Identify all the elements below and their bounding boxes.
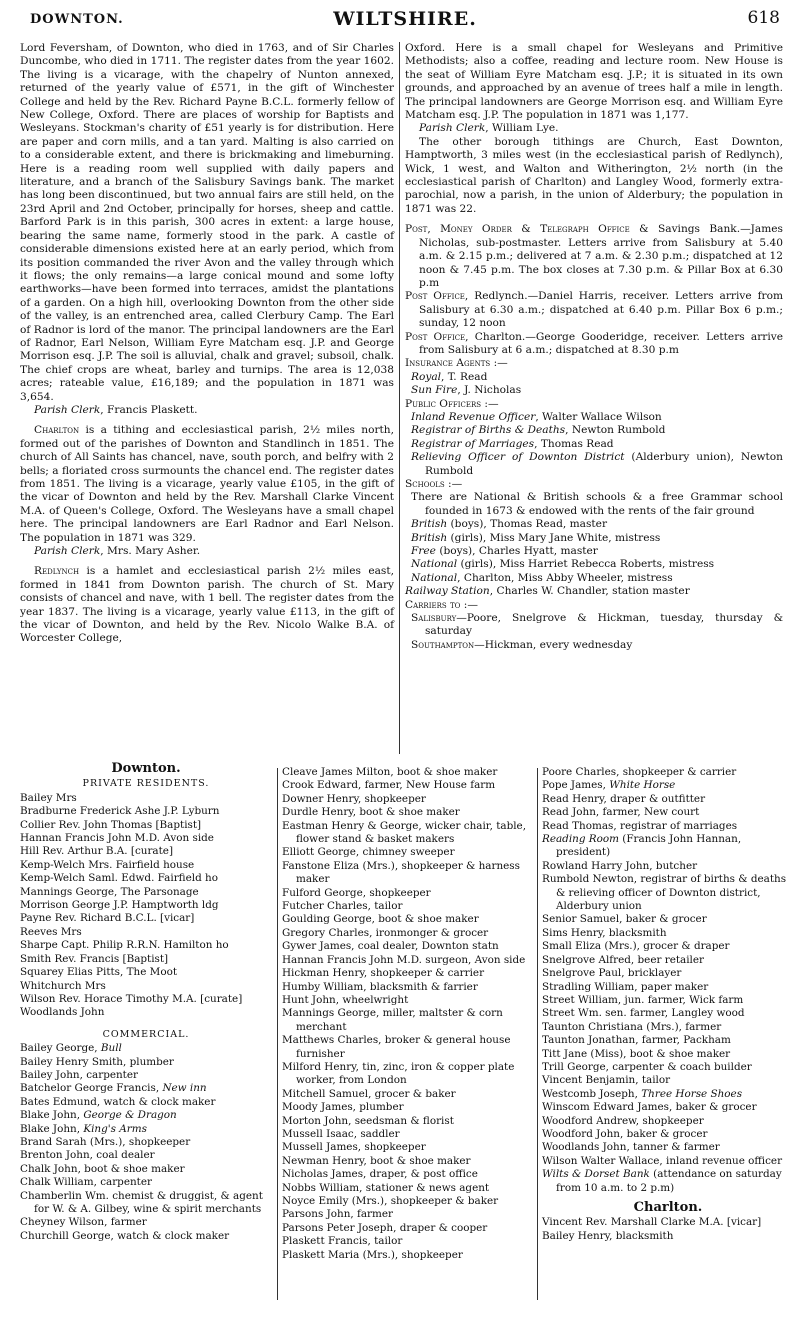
commercial-entry [542, 873, 794, 913]
commercial-entry [20, 1136, 272, 1149]
commercial-entry [542, 1128, 794, 1141]
town-heading-downton: Downton. [111, 761, 181, 776]
parish-paragraph [20, 424, 394, 545]
commercial-entry [20, 1082, 272, 1095]
borough-tithings: The other borough tithings are Church, East Downton, Hamptworth, 3 miles west (in the ecclesiastical parish of Redlynch), Wick, 1 west, and Walton and Witherington, 2½ north (in the ecclesiastical parish of Charlton) and Langley Wood, formerly extra-parochial, now a parish, in the union of Alderbury; the population in 1871 was 22. [405, 135, 783, 215]
entry-name: Sims Henry, blacksmith [542, 926, 667, 939]
entry-sign: New inn [162, 1082, 207, 1095]
commercial-entry [282, 913, 534, 926]
entry-name: Bates Edmund, watch & clock maker [20, 1095, 216, 1108]
post-office-text: Savings Bank.—James Nicholas, sub-postmaster. Letters arrive from Salisbury at 5.40 a.m. & 2.15 p.m.; delivered at 7 a.m. & 2.30 p.m.; dispatched at 12 noon & 7.45 p.m. The box closes at 7.30 p.m. & Pillar Box at 6.30 p.m [419, 223, 783, 289]
insurance-title: Royal [411, 370, 442, 383]
entry-name: Blake John, [20, 1122, 84, 1135]
entry-name: Morton John, seedsman & florist [282, 1114, 454, 1127]
entry-name: Durdle Henry, boot & shoe maker [282, 806, 460, 819]
entry-name: Plaskett Francis, tailor [282, 1235, 403, 1248]
commercial-entry [282, 1101, 534, 1114]
schools-entry [405, 532, 783, 545]
commercial-entry [542, 793, 794, 806]
entry-sign: Wilts & Dorset Bank [542, 1168, 650, 1181]
entry-name: Westcomb Joseph, [542, 1087, 642, 1100]
parish-name: Redlynch [34, 565, 80, 578]
post-office-head: Post Office, [405, 290, 469, 303]
commercial-entry [282, 1034, 534, 1061]
insurance-list [405, 371, 783, 398]
post-offices [405, 223, 783, 357]
commercial-entry [542, 1048, 794, 1061]
commercial-entry [542, 1074, 794, 1087]
commercial-entry [20, 1109, 272, 1122]
entry-name: Taunton Christiana (Mrs.), farmer [542, 1020, 722, 1033]
carrier-detail: —Poore, Snelgrove & Hickman, tuesday, thursday & saturday [425, 612, 783, 638]
commercial-entry [20, 1069, 272, 1082]
charlton-resident: Bailey Henry, blacksmith [542, 1229, 674, 1242]
entry-name: Woodlands John, tanner & farmer [542, 1141, 720, 1154]
commercial-entry [282, 793, 534, 806]
entry-name: Stradling William, paper maker [542, 980, 709, 993]
entry-name: Batchelor George Francis, [20, 1082, 163, 1095]
parish-paragraph [20, 565, 394, 645]
private-resident: Kemp-Welch Saml. Edwd. Fairfield ho [20, 872, 218, 885]
commercial-entry [282, 1195, 534, 1208]
entry-name: Nicholas James, draper, & post office [282, 1168, 478, 1181]
entry-sign: George & Dragon [83, 1109, 177, 1122]
commercial-entry [542, 833, 794, 860]
commercial-entry [542, 1061, 794, 1074]
upper-right-column [405, 42, 783, 652]
charlton-resident: Vincent Rev. Marshall Clarke M.A. [vicar] [542, 1216, 762, 1229]
entry-name: Snelgrove Alfred, beer retailer [542, 953, 704, 966]
entry-name: Chamberlin Wm. chemist & druggist, & agent for W. & A. Gilbey, wine & spirit merchants [20, 1189, 263, 1215]
county-title: WILTSHIRE. [333, 8, 477, 30]
clerk-role: Parish Clerk [34, 403, 101, 416]
commercial-entry [282, 779, 534, 792]
commercial-entry [282, 1007, 534, 1034]
post-office-head: Post Office, [405, 330, 469, 343]
schools-entry [405, 518, 783, 531]
schools-detail: (boys), Charles Hyatt, master [435, 545, 598, 558]
officers-entry [405, 451, 783, 478]
private-resident: Woodlands John [20, 1006, 105, 1019]
post-office-entry [405, 290, 783, 330]
commercial-entry [282, 1208, 534, 1221]
entry-name: Taunton Jonathan, farmer, Packham [542, 1034, 731, 1047]
commercial-entry [542, 766, 794, 779]
officers-list [405, 411, 783, 478]
officers-title: Relieving Officer of Downton District [411, 451, 625, 464]
entry-name: Plaskett Maria (Mrs.), shopkeeper [282, 1248, 463, 1261]
town-heading-charlton: Charlton. [633, 1200, 703, 1215]
commercial-entry [282, 1141, 534, 1154]
entry-sign: White Horse [609, 779, 676, 792]
commercial-entry [282, 1222, 534, 1235]
insurance-detail: , J. Nicholas [457, 384, 522, 397]
carrier-place: Salisbury [411, 612, 457, 625]
entry-name: Brenton John, coal dealer [20, 1149, 155, 1162]
insurance-title: Sun Fire [411, 384, 458, 397]
commercial-entry [542, 1034, 794, 1047]
schools-heading: Schools :— [405, 478, 463, 490]
schools-title: British [411, 518, 448, 531]
entry-name: Titt Jane (Miss), boot & shoe maker [542, 1047, 731, 1060]
commercial-entry [542, 913, 794, 926]
insurance-detail: , T. Read [441, 370, 488, 383]
officers-detail: , Walter Wallace Wilson [535, 410, 662, 423]
schools-entry [405, 545, 783, 558]
directory-divider-2 [537, 768, 538, 1300]
entry-name: Brand Sarah (Mrs.), shopkeeper [20, 1135, 191, 1148]
private-resident: Hannan Francis John M.D. Avon side [20, 832, 214, 845]
entry-name: Pope James, [542, 779, 610, 792]
commercial-entry [542, 779, 794, 792]
schools-list [405, 518, 783, 585]
carriers-heading: Carriers to :— [405, 598, 478, 611]
post-office-entry [405, 331, 783, 358]
entry-name: Milford Henry, tin, zinc, iron & copper plate worker, from London [282, 1060, 515, 1087]
commercial-entry [20, 1056, 272, 1069]
commercial-entry [542, 1021, 794, 1034]
private-resident: Kemp-Welch Mrs. Fairfield house [20, 858, 195, 871]
commercial-entry [282, 994, 534, 1007]
parish-text: is a tithing and ecclesiastical parish, 2½ miles north, formed out of the parishes of Downton and Standlinch in 1851. The church of All Saints has chancel, nave, south porch, and belfry with 2 bells; a floriated cross surmounts the chancel end. The register dates from 1851. The living is a vicarage, yearly value £105, in the gift of the vicar of Downton and held by the Rev. Marshall Clarke Vincent M.A. of Queen's College, Oxford. The Wesleyans have a small chapel here. The principal landowners are Earl Radnor and Earl Nelson. The population in 1871 was 329. [20, 424, 394, 544]
officers-title: Registrar of Births & Deaths [411, 424, 566, 437]
schools-entry [405, 558, 783, 571]
entry-name: Blake John, [20, 1109, 84, 1122]
entry-name: Woodford Andrew, shopkeeper [542, 1114, 704, 1127]
entry-name: Rumbold Newton, registrar of births & deaths & relieving officer of Downton district, Alderbury union [542, 873, 787, 913]
commercial-entry [20, 1096, 272, 1109]
entry-name: Cleave James Milton, boot & shoe maker [282, 766, 498, 778]
commercial-entry [20, 1149, 272, 1162]
private-resident: Bailey Mrs [20, 791, 77, 804]
private-resident: Mannings George, The Parsonage [20, 885, 199, 898]
commercial-entry [542, 967, 794, 980]
schools-detail: (girls), Miss Harriet Rebecca Roberts, mistress [457, 558, 715, 571]
commercial-entry [282, 1182, 534, 1195]
officers-entry [405, 411, 783, 424]
entry-sign: Bull [100, 1042, 122, 1055]
commercial-entry [542, 927, 794, 940]
private-resident: Squarey Elias Pitts, The Moot [20, 966, 178, 979]
entry-name: Gregory Charles, ironmonger & grocer [282, 926, 489, 939]
schools-title: National [411, 571, 458, 584]
entry-name: Read John, farmer, New court [542, 806, 700, 819]
private-resident: Smith Rev. Francis [Baptist] [20, 952, 169, 965]
private-resident: Collier Rev. John Thomas [Baptist] [20, 818, 202, 831]
commercial-entry [282, 954, 534, 967]
entry-sign: Three Horse Shoes [641, 1087, 743, 1100]
carriers-list [405, 612, 783, 652]
commercial-entry [542, 1168, 794, 1195]
entry-name: Mussell James, shopkeeper [282, 1141, 426, 1154]
officers-title: Registrar of Marriages [411, 437, 535, 450]
commercial-entry [282, 766, 534, 779]
entry-name: Moody James, plumber [282, 1101, 404, 1114]
schools-detail: , Charlton, Miss Abby Wheeler, mistress [457, 571, 673, 584]
entry-name: Small Eliza (Mrs.), grocer & draper [542, 940, 730, 953]
commercial-entry [282, 1249, 534, 1262]
entry-name: Wilson Walter Wallace, inland revenue officer [542, 1154, 783, 1167]
private-resident: Morrison George J.P. Hamptworth ldg [20, 899, 219, 912]
commercial-entry [542, 1101, 794, 1114]
commercial-entry [282, 1115, 534, 1128]
entry-name: Poore Charles, shopkeeper & carrier [542, 766, 737, 778]
officers-entry [405, 424, 783, 437]
entry-name: Snelgrove Paul, bricklayer [542, 967, 682, 980]
parish-clerk-redlynch: Parish Clerk, William Lye. [419, 122, 559, 135]
commercial-entry [282, 981, 534, 994]
entry-name: Nobbs William, stationer & news agent [282, 1181, 490, 1194]
officers-title: Inland Revenue Officer [411, 410, 536, 423]
commercial-entry [282, 846, 534, 859]
commercial-entry [20, 1230, 272, 1243]
commercial-entry [282, 1168, 534, 1181]
post-office-text: Redlynch.—Daniel Harris, receiver. Letters arrive from Salisbury at 6.30 a.m.; dispatched at 6.40 p.m. Pillar Box 6 p.m.; sunday, 12 noon [419, 290, 783, 330]
entry-name: Chalk William, carpenter [20, 1176, 152, 1189]
commercial-entry [20, 1123, 272, 1136]
schools-intro: There are National & British schools & a free Grammar school founded in 1673 & endowed with the rents of the fair ground [411, 491, 783, 517]
entry-name: Read Henry, draper & outfitter [542, 792, 706, 805]
entry-name: Matthews Charles, broker & general house furnisher [282, 1034, 511, 1060]
carrier-entry [405, 639, 783, 652]
schools-detail: (girls), Miss Mary Jane White, mistress [447, 531, 661, 544]
schools-detail: (boys), Thomas Read, master [447, 518, 608, 531]
private-resident: Wilson Rev. Horace Timothy M.A. [curate] [20, 992, 243, 1005]
officers-detail: , Newton Rumbold [565, 424, 666, 437]
entry-name: Noyce Emily (Mrs.), shopkeeper & baker [282, 1195, 499, 1207]
entry-name: Bailey John, carpenter [20, 1068, 138, 1081]
railway-station: Railway Station, Charles W. Chandler, station master [405, 585, 690, 598]
entry-name: Churchill George, watch & clock maker [20, 1229, 230, 1242]
commercial-entry [282, 1128, 534, 1141]
carrier-place: Southampton [411, 638, 475, 651]
private-resident: Payne Rev. Richard B.C.L. [vicar] [20, 912, 195, 925]
entry-name: Parsons Peter Joseph, draper & cooper [282, 1221, 488, 1234]
page-header [30, 6, 780, 34]
commercial-entry [20, 1163, 272, 1176]
entry-name: Read Thomas, registrar of marriages [542, 819, 738, 832]
private-residents-heading: PRIVATE RESIDENTS. [82, 778, 210, 790]
clerk-role: Parish Clerk [34, 545, 101, 558]
entry-name: Hannan Francis John M.D. surgeon, Avon side [282, 953, 526, 966]
entry-sign: Reading Room [542, 833, 619, 846]
entry-name: Vincent Benjamin, tailor [542, 1074, 671, 1087]
entry-name: Street William, jun. farmer, Wick farm [542, 993, 744, 1006]
commercial-entry [282, 940, 534, 953]
directory-column-3 [542, 766, 794, 1243]
private-resident: Reeves Mrs [20, 925, 82, 938]
entry-name: Hunt John, wheelwright [282, 993, 409, 1006]
entry-name: Woodford John, baker & grocer [542, 1127, 708, 1140]
commercial-entry [282, 1061, 534, 1088]
entry-name: Eastman Henry & George, wicker chair, table, flower stand & basket makers [282, 819, 527, 846]
commercial-entry [282, 860, 534, 887]
private-resident: Sharpe Capt. Philip R.R.N. Hamilton ho [20, 939, 229, 952]
parish-clerk [20, 545, 394, 558]
entry-name: Street Wm. sen. farmer, Langley wood [542, 1007, 745, 1020]
entry-name: Parsons John, farmer [282, 1208, 393, 1221]
commercial-entry [542, 820, 794, 833]
entry-name: Downer Henry, shopkeeper [282, 792, 426, 805]
insurance-entry [405, 371, 783, 384]
entry-name: Hickman Henry, shopkeeper & carrier [282, 967, 485, 980]
schools-title: British [411, 531, 448, 544]
entry-name: Trill George, carpenter & coach builder [542, 1060, 752, 1073]
commercial-entry [20, 1216, 272, 1229]
commercial-entry [282, 806, 534, 819]
carrier-detail: —Hickman, every wednesday [474, 638, 633, 651]
entry-detail: (Francis John Hannan, president) [556, 833, 742, 859]
parish-name: Charlton [34, 424, 80, 437]
commercial-entry [20, 1190, 272, 1217]
commercial-entry [282, 1235, 534, 1248]
commercial-entry [542, 954, 794, 967]
parish-clerk [20, 404, 394, 417]
entry-name: Mussell Isaac, saddler [282, 1127, 400, 1140]
post-office-entry [405, 223, 783, 290]
paragraph: Lord Feversham, of Downton, who died in 1763, and of Sir Charles Duncombe, who died in 1711. The register dates from the year 1602. The living is a vicarage, with the chapelry of Nunton annexed, returned of the yearly value of £571, in the gift of Winchester College and held by the Rev. Richard Payne B.C.L. formerly fellow of New College, Oxford. There are places of worship for Baptists and Wesleyans. Stockman's charity of £51 yearly is for distribution. Here are paper and corn mills, and a tan yard. Malting is also carried on to a considerable extent, and there is brickmaking and limeburning. Here is a reading room well supplied with daily papers and literature, and a branch of the Salisbury Savings bank. The market has long been discontinued, but two annual fairs are still held, on the 23rd April and 2nd October, principally for horses, sheep and cattle. Barford Park is in this parish, 300 acres in extent: a large house, bearing the same name, formerly stood in the park. A castle of considerable dimensions existed here at an early period, which from its position commanded the river Avon and the valley through which it flows; the only remains—a large conical mound and some lofty earthworks—have been formed into terraces, amidst the plantations of a garden. On a high hill, overlooking Downton from the other side of the valley, is an entrenched area, called Clerbury Camp. The Earl of Radnor is lord of the manor. The principal landowners are the Earl of Radnor, Earl Nelson, William Eyre Matcham esq. J.P. and George Morrison esq. J.P. The soil is alluvial, chalk and gravel; subsoil, chalk. The chief crops are wheat, barley and turnips. The area is 12,038 acres; rateable value, £16,189; and the population in 1871 was 3,654. [20, 42, 394, 403]
commercial-entry [282, 1155, 534, 1168]
directory-divider-1 [277, 768, 278, 1300]
entry-name: Newman Henry, boot & shoe maker [282, 1154, 471, 1167]
commercial-entry [282, 887, 534, 900]
entry-name: Elliott George, chimney sweeper [282, 846, 455, 859]
carrier-entry [405, 612, 783, 639]
commercial-entry [282, 820, 534, 847]
clerk-name: , Mrs. Mary Asher. [100, 545, 201, 558]
commercial-entry [282, 900, 534, 913]
entry-name: Bailey George, [20, 1042, 101, 1055]
entry-name: Chalk John, boot & shoe maker [20, 1162, 185, 1175]
private-resident: Hill Rev. Arthur B.A. [curate] [20, 845, 174, 858]
entry-detail: (attendance on saturday from 10 a.m. to 2 p.m) [556, 1168, 782, 1194]
entry-name: Fulford George, shopkeeper [282, 886, 431, 899]
entry-name: Mitchell Samuel, grocer & baker [282, 1087, 456, 1100]
commercial-entry [542, 1007, 794, 1020]
directory-column-2 [282, 766, 534, 1262]
officers-detail: , Thomas Read [534, 437, 614, 450]
commercial-entry [542, 994, 794, 1007]
commercial-entry [542, 1088, 794, 1101]
entry-name: Rowland Harry John, butcher [542, 859, 698, 872]
commercial-entry [542, 1141, 794, 1154]
schools-title: National [411, 558, 458, 571]
entry-name: Goulding George, boot & shoe maker [282, 913, 479, 926]
clerk-name: , Francis Plaskett. [100, 403, 198, 416]
commercial-entry [542, 1155, 794, 1168]
parish-text: is a hamlet and ecclesiastical parish 2½ miles east, formed in 1841 from Downton parish. The church of St. Mary consists of chancel and nave, with 1 bell. The register dates from the year 1837. The living is a vicarage, yearly value £113, in the gift of the vicar of Downton, and held by the Rev. Nicolo Walke B.A. of Worcester College, [20, 565, 394, 645]
entry-sign: King's Arms [83, 1122, 147, 1135]
column-divider [399, 42, 400, 754]
commercial-entry [542, 806, 794, 819]
entry-name: Mannings George, miller, maltster & corn merchant [282, 1007, 503, 1033]
redlynch-continued: Oxford. Here is a small chapel for Wesleyans and Primitive Methodists; also a coffee, reading and lecture room. New House is the seat of William Eyre Matcham esq. J.P.; it is situated in its own grounds, and approached by an avenue of trees half a mile in length. The principal landowners are George Morrison esq. and William Eyre Matcham esq. J.P. The population in 1871 was 1,177. [405, 42, 783, 122]
commercial-entry [542, 981, 794, 994]
private-resident: Whitchurch Mrs [20, 979, 106, 992]
private-resident: Bradburne Frederick Ashe J.P. Lyburn [20, 805, 220, 818]
commercial-entry [542, 860, 794, 873]
commercial-entry [282, 967, 534, 980]
officers-heading: Public Officers :— [405, 397, 499, 410]
officers-detail: (Alderbury union), Newton Rumbold [425, 451, 783, 477]
commercial-entry [20, 1176, 272, 1189]
commercial-entry [542, 1115, 794, 1128]
entry-name: Bailey Henry Smith, plumber [20, 1055, 174, 1068]
upper-left-column [20, 42, 394, 646]
entry-name: Senior Samuel, baker & grocer [542, 913, 707, 926]
entry-name: Cheyney Wilson, farmer [20, 1216, 147, 1229]
directory-column-1 [20, 760, 272, 1243]
post-office-text: Charlton.—George Gooderidge, receiver. Letters arrive from Salisbury at 6 a.m.; dispatched at 8.30 p.m [419, 330, 783, 356]
post-office-head: Post, Money Order & Telegraph Office & [405, 223, 649, 236]
commercial-entry [282, 927, 534, 940]
commercial-entry [542, 940, 794, 953]
running-head-left: DOWNTON. [30, 12, 124, 27]
insurance-entry [405, 384, 783, 397]
schools-entry [405, 572, 783, 585]
entry-name: Crook Edward, farmer, New House farm [282, 779, 496, 792]
entry-name: Futcher Charles, tailor [282, 900, 403, 913]
commercial-entry [20, 1042, 272, 1055]
page-number: 618 [747, 8, 780, 28]
insurance-heading: Insurance Agents :— [405, 357, 508, 370]
entry-name: Winscom Edward James, baker & grocer [542, 1101, 757, 1114]
officers-entry [405, 438, 783, 451]
entry-name: Humby William, blacksmith & farrier [282, 980, 478, 993]
commercial-entry [282, 1088, 534, 1101]
schools-title: Free [411, 545, 436, 558]
commercial-heading: COMMERCIAL. [102, 1028, 190, 1040]
entry-name: Gywer James, coal dealer, Downton statn [282, 940, 499, 953]
entry-name: Fanstone Eliza (Mrs.), shopkeeper & harness maker [282, 859, 520, 886]
